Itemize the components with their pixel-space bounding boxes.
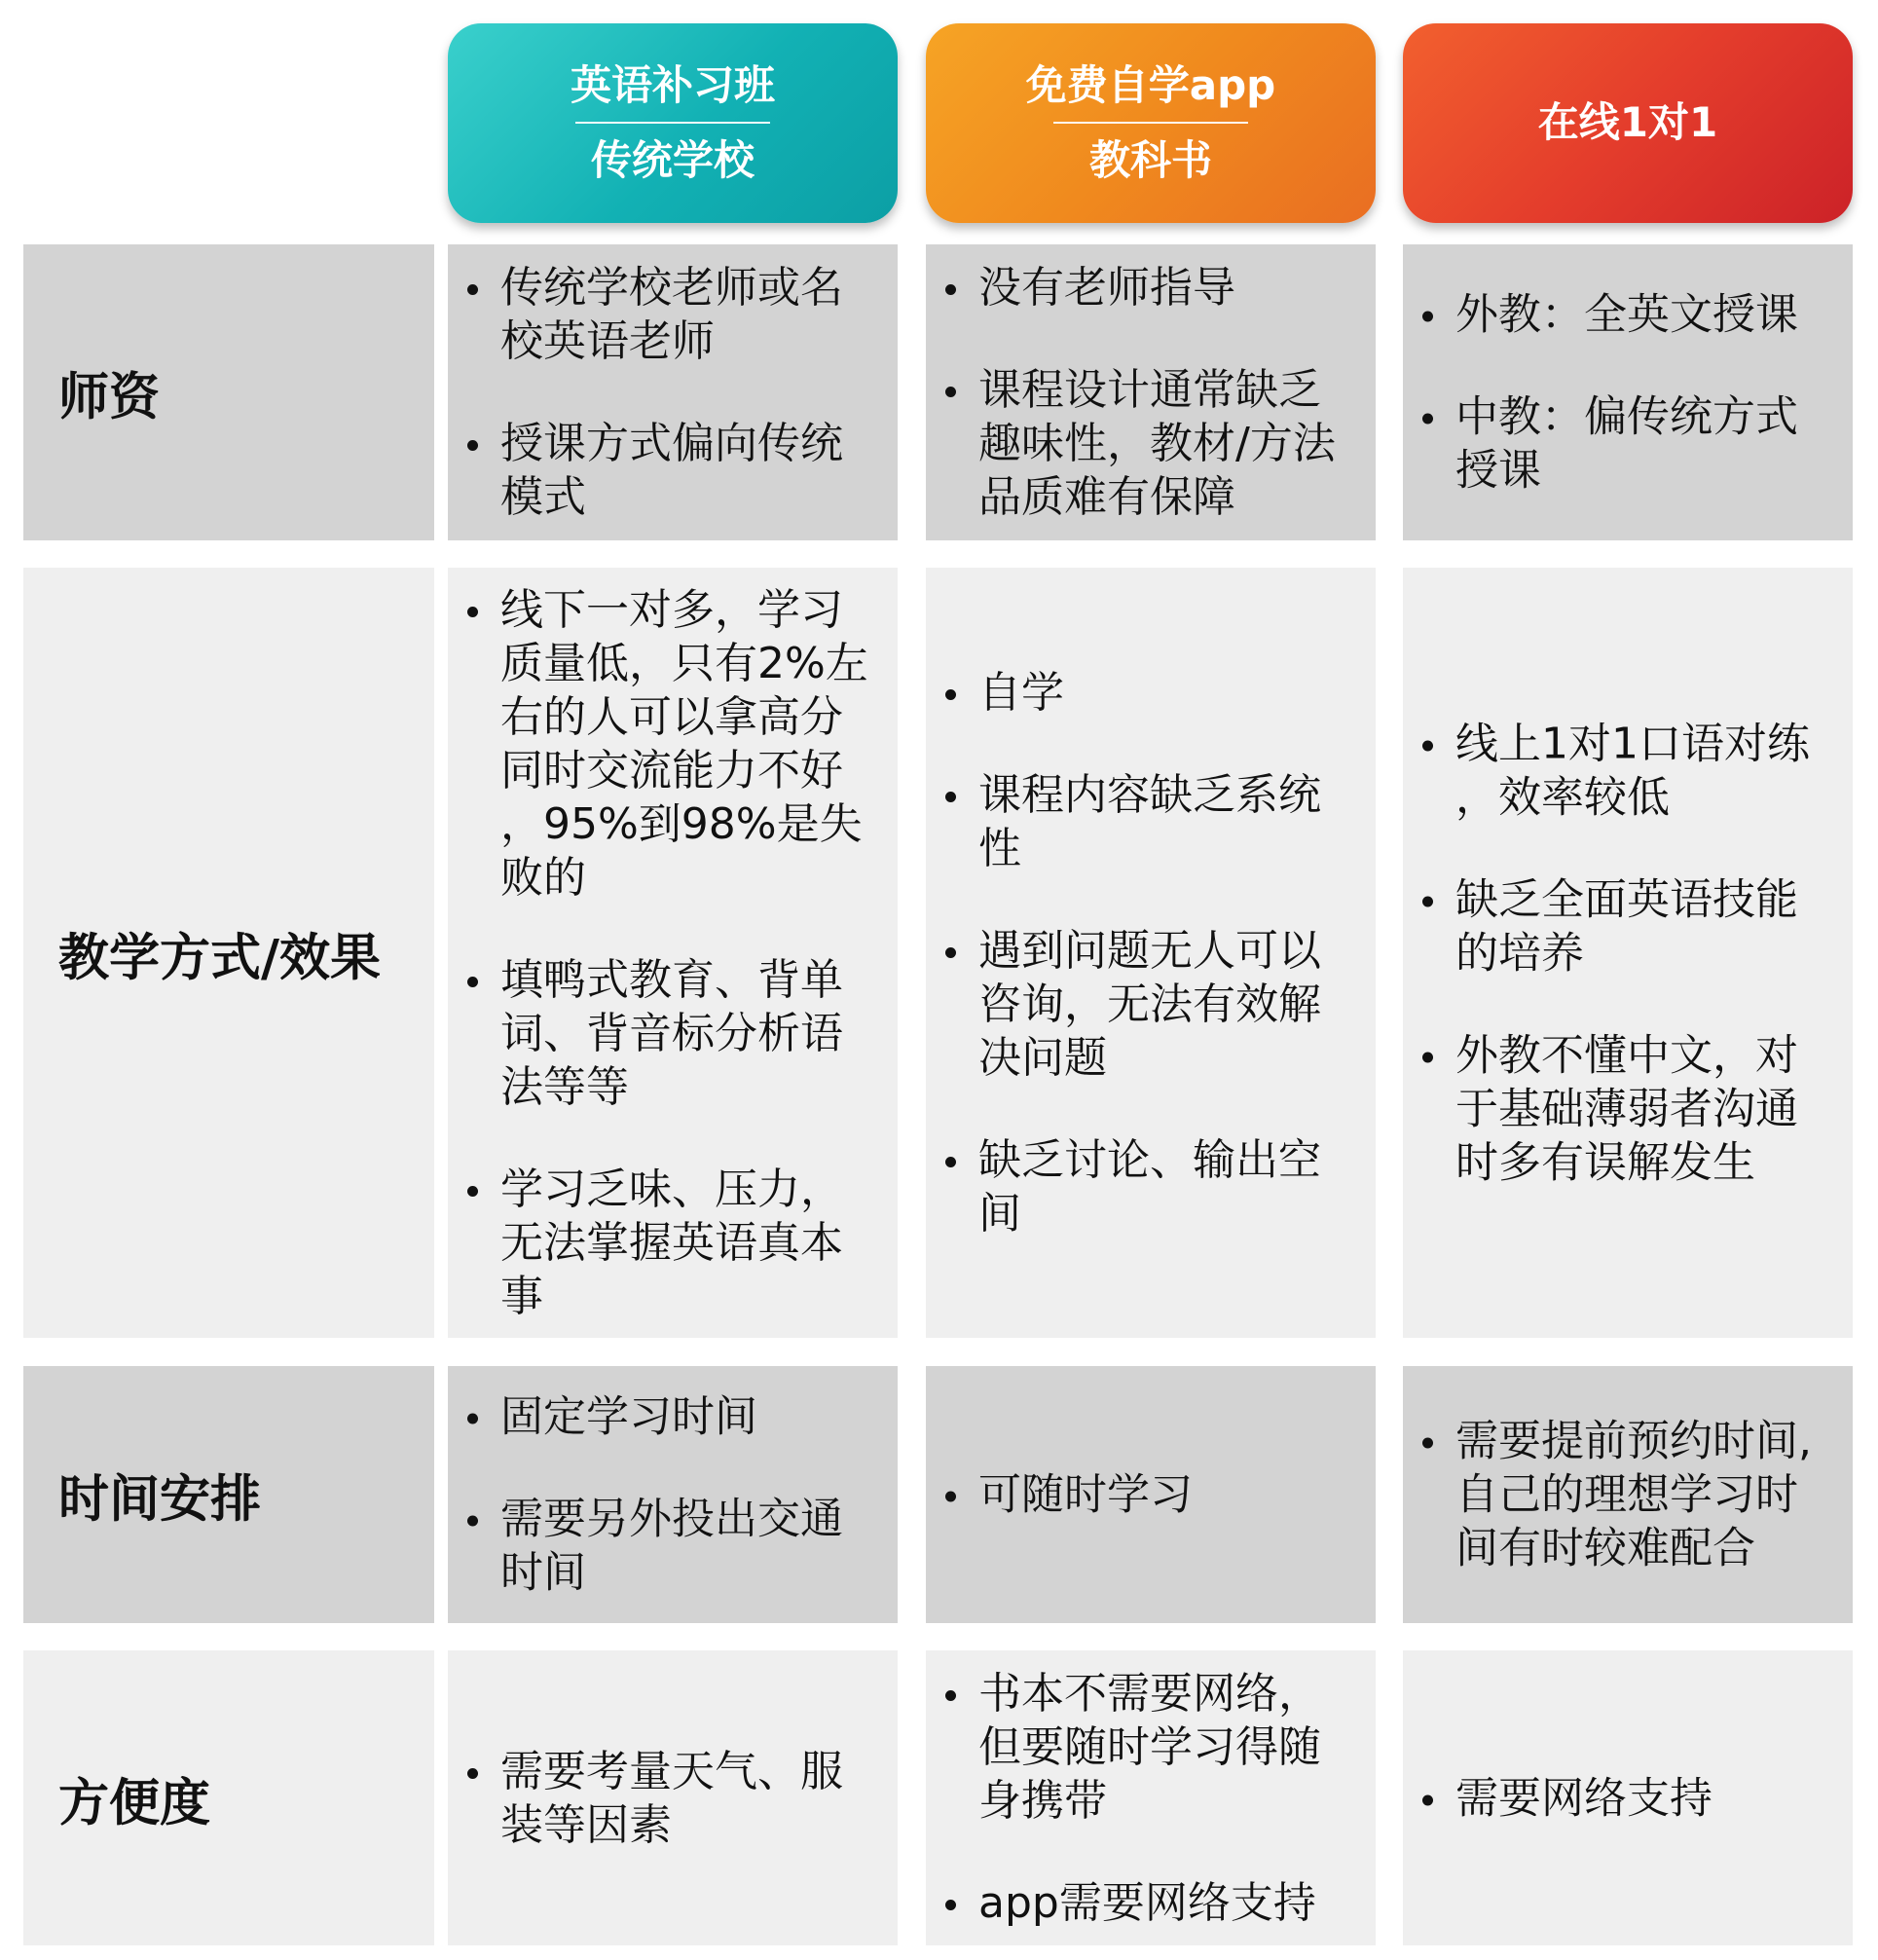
bullet-item: 需要另外投出交通 时间: [461, 1493, 890, 1600]
header-online-one-on-one: [1403, 23, 1853, 223]
bullet-item: 中教：偏传统方式 授课: [1417, 390, 1845, 498]
row-label-schedule: 时间安排: [58, 1470, 262, 1530]
bullet-item: 外教不懂中文，对 于基础薄弱者沟通 时多有误解发生: [1417, 1028, 1845, 1189]
bullet-item: 外教：全英文授课: [1417, 288, 1845, 342]
cell-schedule-app: [926, 1366, 1376, 1623]
bullet-item: app需要网络支持: [939, 1876, 1368, 1930]
bullet-item: 填鸭式教育、背单 词、背音标分析语 法等等: [461, 953, 890, 1114]
header-english-class-school: [448, 23, 898, 223]
row-label-cell: [23, 1366, 434, 1623]
bullet-item: 传统学校老师或名 校英语老师: [461, 261, 890, 368]
bullet-item: 需要提前预约时间, 自己的理想学习时 间有时较难配合: [1417, 1415, 1845, 1575]
header-title: 英语补习班: [570, 61, 775, 109]
cell-faculty-online: [1403, 244, 1853, 540]
bullet-item: 需要网络支持: [1417, 1771, 1845, 1825]
cell-schedule-online: [1403, 1366, 1853, 1623]
bullet-item: 可随时学习: [939, 1468, 1368, 1522]
bullet-item: 自学: [939, 666, 1368, 720]
cell-convenience-class: [448, 1650, 898, 1945]
cell-schedule-class: [448, 1366, 898, 1623]
row-label-convenience: 方便度: [58, 1774, 211, 1832]
header-title: 免费自学app: [1025, 61, 1276, 109]
bullet-item: 固定学习时间: [461, 1390, 890, 1444]
cell-convenience-online: [1403, 1650, 1853, 1945]
bullet-item: 学习乏味、压力， 无法掌握英语真本 事: [461, 1163, 890, 1323]
header-self-study-app-textbook: [926, 23, 1376, 223]
bullet-item: 书本不需要网络， 但要随时学习得随 身携带: [939, 1667, 1368, 1828]
cell-convenience-app: [926, 1650, 1376, 1945]
row-label-cell: [23, 568, 434, 1338]
bullet-item: 遇到问题无人可以 咨询，无法有效解 决问题: [939, 924, 1368, 1085]
bullet-item: 缺乏讨论、输出空 间: [939, 1133, 1368, 1240]
bullet-item: 授课方式偏向传统 模式: [461, 417, 890, 524]
cell-teaching-online: [1403, 568, 1853, 1338]
bullet-item: 线上1对1口语对练 ，效率较低: [1417, 717, 1845, 824]
cell-faculty-app: [926, 244, 1376, 540]
header-divider: [575, 122, 770, 124]
row-label-teaching-method: 教学方式/效果: [58, 929, 381, 987]
bullet-item: 课程内容缺乏系统 性: [939, 768, 1368, 875]
row-label-cell: [23, 244, 434, 540]
row-label-faculty: 师资: [58, 368, 161, 427]
cell-teaching-app: [926, 568, 1376, 1338]
bullet-item: 需要考量天气、服 装等因素: [461, 1745, 890, 1852]
header-subtitle: 传统学校: [590, 135, 755, 184]
bullet-item: 没有老师指导: [939, 261, 1368, 314]
cell-teaching-class: [448, 568, 898, 1338]
header-divider: [1053, 122, 1248, 124]
bullet-item: 课程设计通常缺乏 趣味性，教材/方法 品质难有保障: [939, 363, 1368, 524]
header-title: 在线1对1: [1537, 98, 1718, 147]
bullet-item: 缺乏全面英语技能 的培养: [1417, 872, 1845, 980]
cell-faculty-class: [448, 244, 898, 540]
row-label-cell: [23, 1650, 434, 1945]
bullet-item: 线下一对多，学习 质量低，只有2%左 右的人可以拿高分 同时交流能力不好 ，95%到98%是失 败的: [461, 583, 890, 905]
header-subtitle: 教科书: [1088, 135, 1212, 184]
